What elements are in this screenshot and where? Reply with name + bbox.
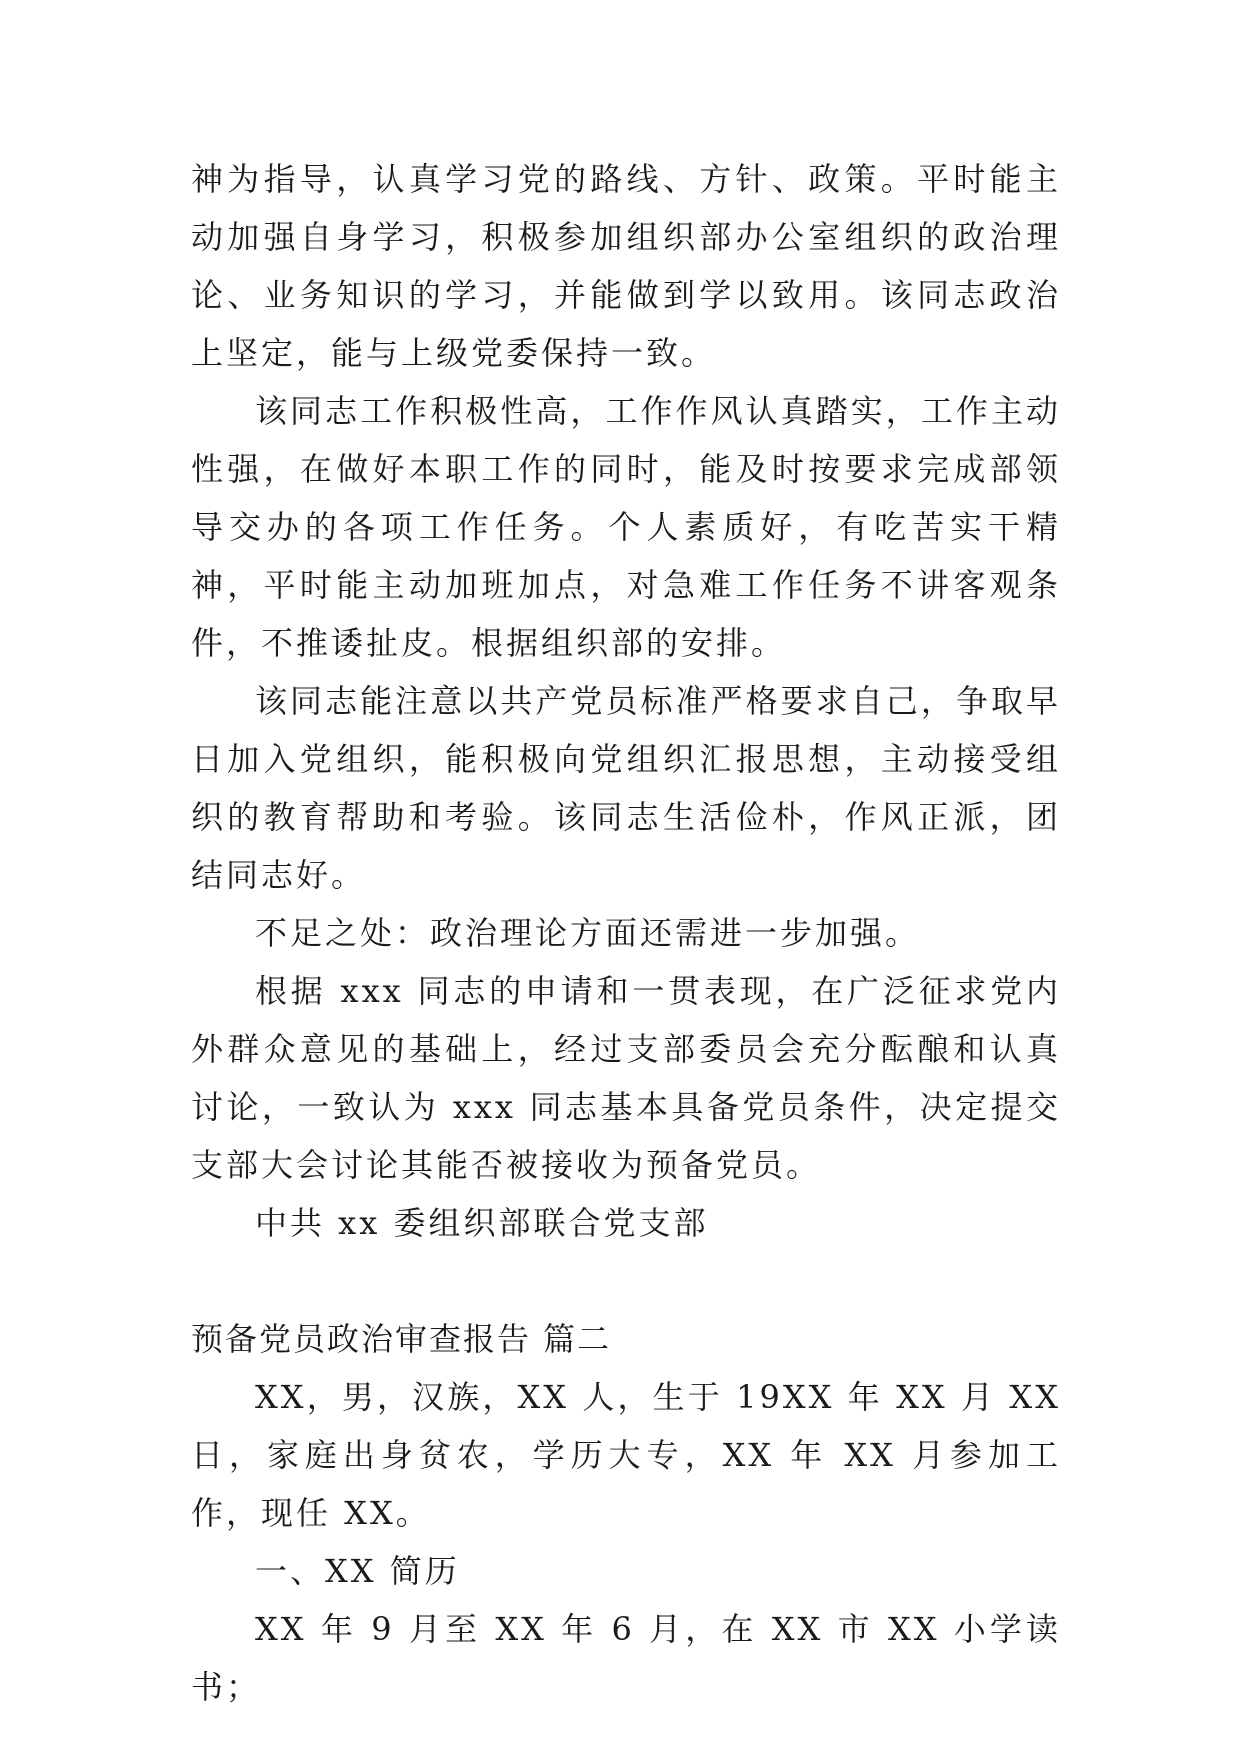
- paragraph-shortcomings: 不足之处：政治理论方面还需进一步加强。: [255, 914, 921, 952]
- paragraph-party-standards: 该同志能注意以共产党员标准严格要求自己，争取早日加入党组织，能积极向党组织汇报思想，主动接受组织的教育帮助和考验。该同志生活俭朴，作风正派，团结同志好。: [191, 682, 1061, 894]
- paragraph-political-study: 神为指导，认真学习党的路线、方针、政策。平时能主动加强自身学习，积极参加组织部办公室组织的政治理论、业务知识的学习，并能做到学以致用。该同志政治上坚定，能与上级党委保持一致。: [191, 160, 1061, 372]
- paragraph-personal-info: XX，男，汉族，XX 人，生于 19XX 年 XX 月 XX 日，家庭出身贫农，学历大专，XX 年 XX 月参加工作，现任 XX。: [191, 1378, 1061, 1532]
- subheading-resume: 一、XX 简历: [255, 1552, 460, 1590]
- section-spacer: [191, 1252, 1061, 1310]
- section-title: 预备党员政治审查报告 篇二: [191, 1320, 612, 1358]
- paragraph-conclusion: 根据 xxx 同志的申请和一贯表现，在广泛征求党内外群众意见的基础上，经过支部委员会充分酝酿和认真讨论，一致认为 xxx 同志基本具备党员条件，决定提交支部大会讨论其能否被接收为预备党员。: [191, 972, 1061, 1184]
- signature-line: 中共 xx 委组织部联合党支部: [255, 1204, 709, 1242]
- resume-entry: XX 年 9 月至 XX 年 6 月，在 XX 市 XX 小学读书；: [191, 1610, 1061, 1706]
- paragraph-work-attitude: 该同志工作积极性高，工作作风认真踏实，工作主动性强，在做好本职工作的同时，能及时按要求完成部领导交办的各项工作任务。个人素质好，有吃苦实干精神，平时能主动加班加点，对急难工作任务不讲客观条件，不推诿扯皮。根据组织部的安排。: [191, 392, 1061, 662]
- document-body: [191, 150, 1061, 1716]
